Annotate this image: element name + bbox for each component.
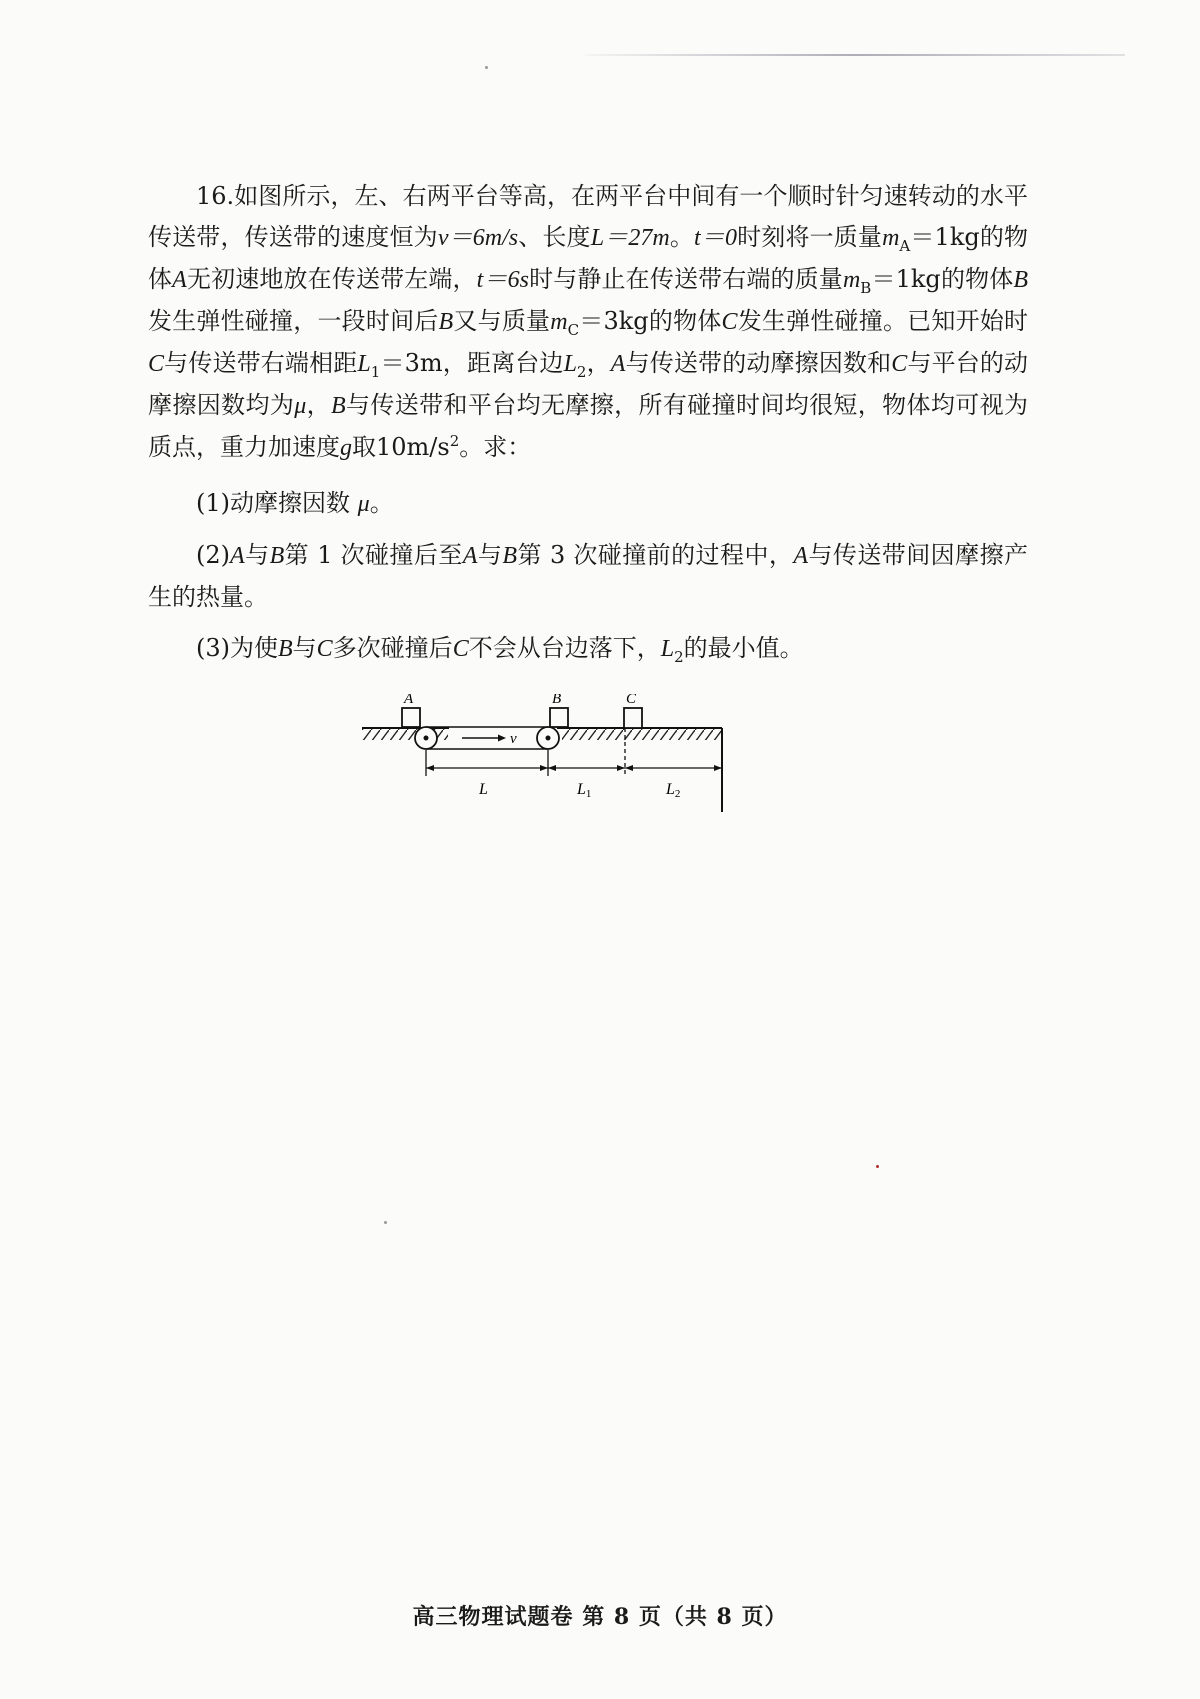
sub-question-3: (3)为使B与C多次碰撞后C不会从台边落下，$L_2$的最小值。 — [196, 634, 804, 666]
dim-l2-label: L2 — [666, 781, 681, 800]
sub-question-2: (2)A与B第 1 次碰撞后至A与B第 3 次碰撞前的过程中，A与传送带间因摩擦产生的热量。 — [148, 541, 1029, 611]
block-a-label: A — [404, 694, 414, 707]
page-footer: 高三物理试题卷 第 8 页（共 8 页） — [412, 1604, 788, 1630]
velocity-label: v — [510, 731, 517, 747]
question-stem: 16.如图所示，左、右两平台等高，在两平台中间有一个顺时针匀速转动的水平传送带，传送带的速度恒为v＝6m/s、长度L＝27m。t＝0时刻将一质量$m_A=1kg$的物体A无初速地放在传送带左端，t＝6s时与静止在传送带右端的质量$m_B=1kg$的物体B发生弹性碰撞，一段时间后B又与质量$m_C=3kg$的物体C发生弹性碰撞。已知开始时C与传送带右端相距$L_1=3m$，距离台边$L_2$，A与传送带的动摩擦因数和C与平台的动摩擦因数均为μ，B与传送带和平台均无摩擦，所有碰撞时间均很短，物体均可视为质点，重力加速度g取$10m/s^2$。求： — [148, 182, 1029, 461]
dim-l-label: L — [479, 781, 488, 798]
conveyor-svg — [362, 694, 792, 814]
left-roller-axle — [424, 736, 429, 741]
question-16 — [148, 176, 1028, 670]
scan-top-rule — [585, 54, 1125, 56]
dim-l1-label: L1 — [577, 781, 592, 800]
scan-speck — [384, 1221, 387, 1224]
dim-l2-arrow-right — [714, 765, 722, 771]
right-platform-hatch — [562, 728, 722, 740]
dim-l1-arrow-right — [617, 765, 625, 771]
scan-speck — [876, 1165, 879, 1168]
dim-l-arrow-left — [426, 765, 434, 771]
sub-question-1: (1)动摩擦因数 μ。 — [196, 489, 394, 517]
dim-l2-arrow-left — [625, 765, 633, 771]
block-c — [624, 708, 642, 728]
block-c-label: C — [626, 694, 637, 707]
right-roller-axle — [546, 736, 551, 741]
block-b-label: B — [552, 694, 562, 707]
scan-speck — [485, 66, 488, 69]
block-a — [402, 708, 420, 727]
block-b — [550, 708, 568, 727]
dim-l1-arrow-left — [548, 765, 556, 771]
velocity-arrowhead — [498, 735, 506, 742]
dim-l-arrow-right — [540, 765, 548, 771]
conveyor-diagram — [362, 694, 792, 814]
